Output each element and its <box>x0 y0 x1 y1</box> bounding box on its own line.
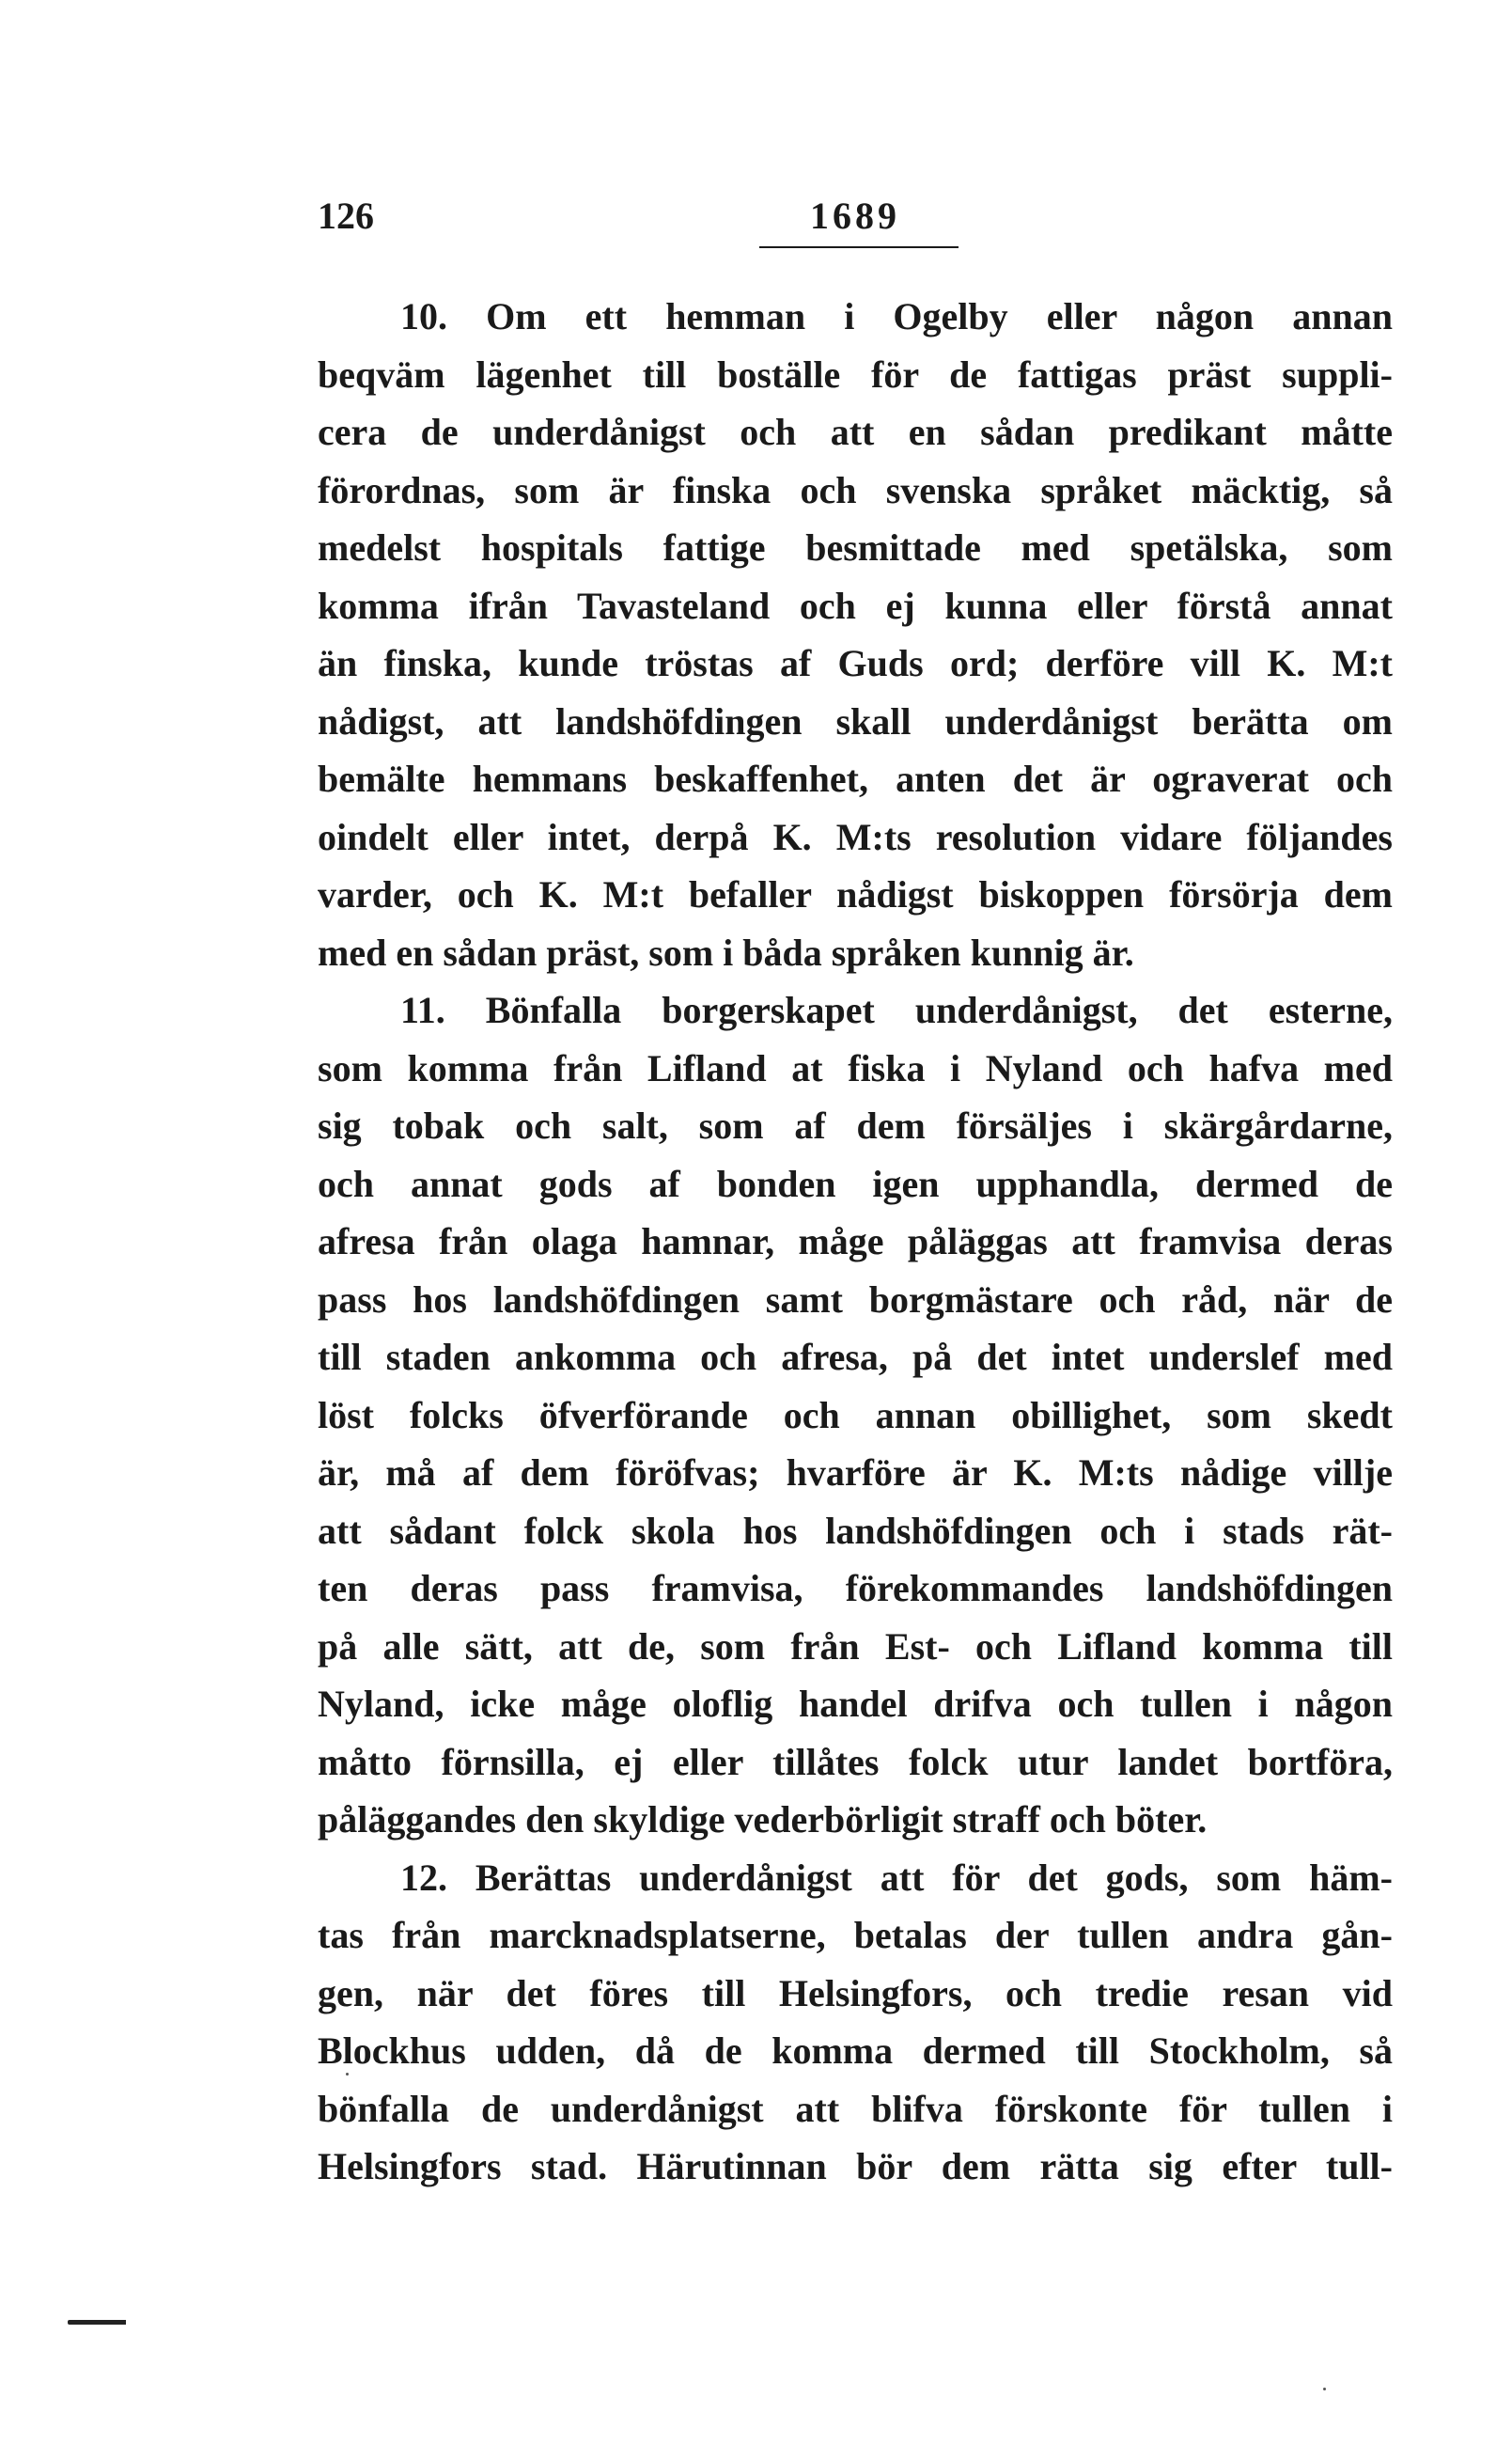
text-line: förordnas, som är finska och svenska språket mäcktig, så <box>318 468 1393 511</box>
text-line: ten deras pass framvisa, förekommandes landshöfdingen <box>318 1567 1393 1609</box>
text-line: att sådant folck skola hos landshöfdingen och i stads rät- <box>318 1509 1393 1552</box>
text-line: bönfalla de underdånigst att blifva förskonte för tullen i <box>318 2087 1393 2130</box>
text-line: Blockhus udden, då de komma dermed till Stockholm, så <box>318 2029 1393 2072</box>
paragraph-12 <box>318 1849 1393 2196</box>
running-header-year: 1689 <box>810 195 900 237</box>
paragraph-number: 12. <box>400 1856 447 1899</box>
text-line: med en sådan präst, som i båda språken kunnig är. <box>318 931 1134 974</box>
text-line: medelst hospitals fattige besmittade med spetälska, som <box>318 526 1393 569</box>
text-line: som komma från Lifland at fiska i Nyland och hafva med <box>318 1046 1393 1089</box>
scan-speck <box>1323 2388 1326 2390</box>
margin-mark <box>68 2320 126 2325</box>
header-rule <box>759 246 959 248</box>
text-line: nådigst, att landshöfdingen skall underdånigst berätta om <box>318 699 1393 743</box>
text-line: varder, och K. M:t befaller nådigst biskoppen försörja dem <box>318 873 1393 916</box>
paragraph-number: 11. <box>400 989 445 1031</box>
text-line: måtto förnsilla, ej eller tillåtes folck utur landet bortföra, <box>318 1740 1393 1783</box>
text-line: bemälte hemmans beskaffenhet, anten det är ograverat och <box>318 758 1393 800</box>
paragraph-11 <box>318 981 1393 1849</box>
text-line: till staden ankomma och afresa, på det intet underslef med <box>318 1336 1393 1378</box>
text-line: på alle sätt, att de, som från Est- och Lifland komma till <box>318 1624 1393 1668</box>
text-line: beqväm lägenhet till boställe för de fattigas präst suppli- <box>318 352 1393 396</box>
text-line: gen, när det föres till Helsingfors, och tredie resan vid <box>318 1971 1393 2014</box>
scan-speck <box>346 2073 349 2076</box>
text-line: är, må af dem föröfvas; hvarföre är K. M:ts nådige villje <box>318 1451 1393 1494</box>
text-line: och annat gods af bonden igen upphandla, dermed de <box>318 1162 1393 1205</box>
text-line: cera de underdånigst och att en sådan predikant måtte <box>318 411 1393 453</box>
text-line: oindelt eller intet, derpå K. M:ts resolution vidare följandes <box>318 815 1393 858</box>
text-line: 12. Berättas underdånigst att för det gods, som häm- <box>400 1856 1394 1899</box>
text-line: 11. Bönfalla borgerskapet underdånigst, det esterne, <box>400 989 1394 1031</box>
text-line: löst folcks öfverförande och annan obillighet, som skedt <box>318 1393 1393 1436</box>
text-line: Nyland, icke måge oloflig handel drifva och tullen i någon <box>318 1683 1393 1725</box>
text-line: än finska, kunde tröstas af Guds ord; derföre vill K. M:t <box>318 642 1393 684</box>
text-line: sig tobak och salt, som af dem försäljes i skärgårdarne, <box>318 1104 1393 1147</box>
text-line: Helsingfors stad. Härutinnan bör dem rätta sig efter tull- <box>318 2145 1393 2187</box>
text-line: pass hos landshöfdingen samt borgmästare och råd, när de <box>318 1277 1393 1321</box>
text-line: tas från marcknadsplatserne, betalas der tullen andra gån- <box>318 1914 1393 1956</box>
text-line: påläggandes den skyldige vederbörligit straff och böter. <box>318 1798 1208 1841</box>
text-line: komma ifrån Tavasteland och ej kunna eller förstå annat <box>318 584 1393 627</box>
text-line: 10. Om ett hemman i Ogelby eller någon annan <box>400 295 1393 337</box>
body-text <box>318 288 1393 2196</box>
text-line: afresa från olaga hamnar, måge påläggas att framvisa deras <box>318 1220 1393 1262</box>
paragraph-number: 10. <box>400 295 447 337</box>
paragraph-10 <box>318 288 1393 981</box>
page-number: 126 <box>318 195 374 237</box>
